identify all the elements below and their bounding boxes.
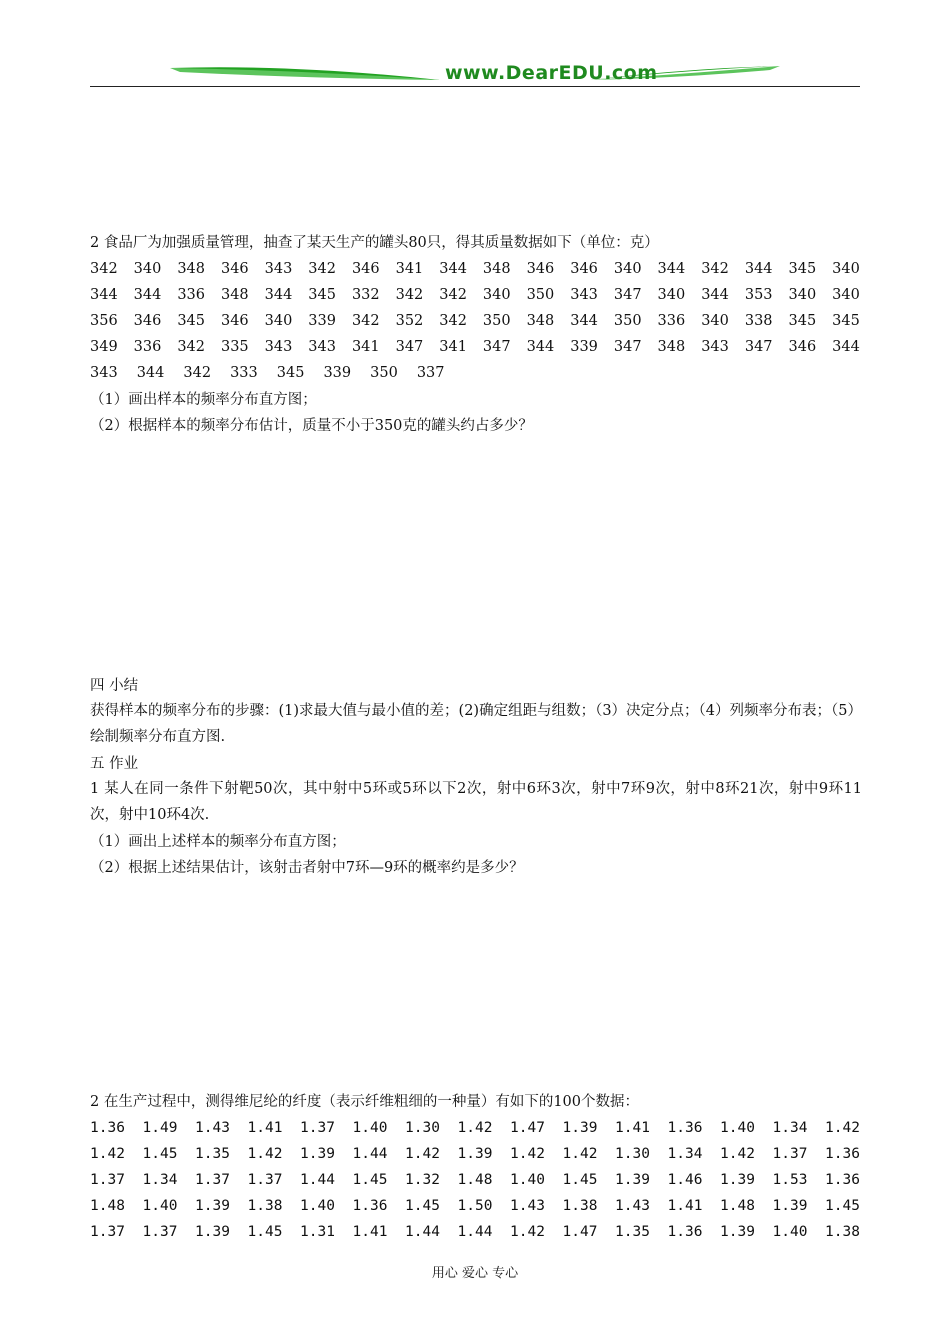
table-cell: 343 <box>570 287 598 303</box>
table-cell: 1.39 <box>457 1146 493 1162</box>
table-cell: 350 <box>482 313 511 329</box>
table-cell: 1.40 <box>300 1198 335 1214</box>
table-cell: 1.42 <box>247 1146 283 1162</box>
table-cell: 344 <box>133 287 162 303</box>
table-cell: 342 <box>177 339 205 355</box>
table-cell: 342 <box>439 313 467 329</box>
table-cell: 1.30 <box>405 1120 440 1136</box>
table-cell: 1.48 <box>90 1198 125 1214</box>
table-cell: 346 <box>351 261 380 277</box>
table-cell: 1.39 <box>300 1146 335 1162</box>
table-cell: 347 <box>613 339 642 355</box>
table-cell: 1.43 <box>195 1120 230 1136</box>
table-cell: 343 <box>264 261 293 277</box>
table-cell: 342 <box>183 365 212 381</box>
homework-heading: 五 作业 <box>90 756 139 772</box>
table-cell: 333 <box>230 365 258 381</box>
table-cell: 345 <box>177 313 205 329</box>
table-cell: 345 <box>788 313 817 329</box>
table-cell: 341 <box>351 339 380 355</box>
homework-question-2: （2）根据上述结果估计，该射击者射中7环—9环的概率约是多少？ <box>90 860 524 876</box>
table-cell: 1.45 <box>247 1224 283 1240</box>
table-cell: 1.36 <box>352 1198 388 1214</box>
table-cell: 344 <box>439 261 467 277</box>
table-cell: 1.39 <box>615 1172 650 1188</box>
table-cell: 346 <box>526 261 555 277</box>
problem-2-question-1: （1）画出样本的频率分布直方图； <box>90 392 317 408</box>
table-cell: 340 <box>264 313 293 329</box>
table-cell: 1.41 <box>247 1120 283 1136</box>
table-cell: 1.35 <box>195 1146 230 1162</box>
table-cell: 350 <box>370 365 398 381</box>
table-cell: 348 <box>220 287 249 303</box>
table-cell: 1.39 <box>195 1224 230 1240</box>
table-cell: 1.49 <box>142 1120 178 1136</box>
table-row <box>90 337 860 357</box>
table-cell: 340 <box>657 287 686 303</box>
table-cell: 1.42 <box>405 1146 440 1162</box>
table-cell: 1.40 <box>772 1224 808 1240</box>
table-cell: 342 <box>90 261 118 277</box>
table-row <box>90 1170 860 1190</box>
table-cell: 1.44 <box>300 1172 335 1188</box>
table-cell: 1.48 <box>457 1172 493 1188</box>
table-cell: 345 <box>832 313 860 329</box>
table-cell: 340 <box>482 287 511 303</box>
table-cell: 1.40 <box>510 1172 545 1188</box>
table-cell: 348 <box>177 261 205 277</box>
table-row <box>90 1144 860 1164</box>
table-cell: 336 <box>657 313 686 329</box>
table-cell: 1.41 <box>615 1120 650 1136</box>
table-cell: 1.36 <box>667 1224 703 1240</box>
table-cell: 1.45 <box>352 1172 388 1188</box>
table-cell: 1.42 <box>825 1120 860 1136</box>
table-cell: 336 <box>133 339 162 355</box>
table-cell: 342 <box>351 313 380 329</box>
table-cell: 340 <box>788 287 817 303</box>
table-cell: 1.47 <box>562 1224 598 1240</box>
table-cell: 344 <box>657 261 686 277</box>
table-cell: 1.37 <box>247 1172 283 1188</box>
table-cell: 1.37 <box>195 1172 230 1188</box>
table-cell: 343 <box>308 339 336 355</box>
table-cell: 345 <box>276 365 305 381</box>
table-row <box>90 1222 860 1242</box>
table-cell: 1.37 <box>142 1224 178 1240</box>
table-cell: 1.45 <box>405 1198 440 1214</box>
table-cell: 347 <box>744 339 773 355</box>
table-cell: 1.41 <box>667 1198 703 1214</box>
table-cell: 342 <box>439 287 467 303</box>
table-cell: 1.37 <box>772 1146 808 1162</box>
table-cell: 1.36 <box>825 1146 860 1162</box>
table-cell: 342 <box>395 287 424 303</box>
problem-2-question-2: （2）根据样本的频率分布估计，质量不小于350克的罐头约占多少？ <box>90 418 533 434</box>
table-cell: 348 <box>657 339 686 355</box>
table-cell: 350 <box>526 287 555 303</box>
table-cell: 347 <box>482 339 511 355</box>
table-cell: 1.43 <box>615 1198 650 1214</box>
site-logo-text: www.DearEDU.com <box>445 62 658 84</box>
header-rule <box>90 86 860 87</box>
table-cell: 341 <box>439 339 467 355</box>
table-cell: 1.36 <box>825 1172 860 1188</box>
table-cell: 338 <box>744 313 773 329</box>
table-cell: 337 <box>416 365 445 381</box>
table-cell: 1.48 <box>720 1198 755 1214</box>
table-cell: 1.45 <box>562 1172 598 1188</box>
table-cell: 1.40 <box>142 1198 178 1214</box>
table-cell: 335 <box>220 339 249 355</box>
table-row <box>90 285 860 305</box>
table-cell: 1.34 <box>142 1172 178 1188</box>
table-cell: 342 <box>701 261 729 277</box>
table-cell: 343 <box>90 365 118 381</box>
table-cell: 1.42 <box>510 1224 545 1240</box>
table-cell: 339 <box>323 365 352 381</box>
table-cell: 1.30 <box>615 1146 650 1162</box>
table-cell: 1.45 <box>825 1198 860 1214</box>
table-cell: 1.34 <box>772 1120 808 1136</box>
table-cell: 1.45 <box>142 1146 178 1162</box>
table-cell: 346 <box>788 339 817 355</box>
table-cell: 352 <box>395 313 424 329</box>
table-cell: 1.39 <box>195 1198 230 1214</box>
table-cell: 341 <box>395 261 424 277</box>
table-cell: 344 <box>90 287 118 303</box>
table-cell: 1.36 <box>667 1120 703 1136</box>
table-cell: 336 <box>177 287 205 303</box>
table-cell: 1.36 <box>90 1120 125 1136</box>
page-header <box>90 58 860 92</box>
table-cell: 340 <box>701 313 729 329</box>
table-cell: 342 <box>308 261 336 277</box>
table-cell: 348 <box>482 261 511 277</box>
table-cell: 1.31 <box>300 1224 335 1240</box>
table-cell: 1.42 <box>562 1146 598 1162</box>
table-cell: 1.44 <box>457 1224 493 1240</box>
table-cell: 1.53 <box>772 1172 808 1188</box>
table-cell: 1.39 <box>720 1172 755 1188</box>
table-row <box>90 363 445 383</box>
summary-text: 获得样本的频率分布的步骤：(1)求最大值与最小值的差；(2)确定组距与组数；（3）决定分点；（4）列频率分布表；（5）绘制频率分布直方图. <box>90 703 862 745</box>
table-cell: 1.40 <box>352 1120 388 1136</box>
table-cell: 1.37 <box>90 1172 125 1188</box>
table-cell: 1.39 <box>772 1198 808 1214</box>
table-cell: 1.39 <box>720 1224 755 1240</box>
table-cell: 343 <box>701 339 729 355</box>
table-cell: 344 <box>701 287 729 303</box>
table-cell: 348 <box>526 313 555 329</box>
table-cell: 1.42 <box>90 1146 125 1162</box>
table-cell: 344 <box>526 339 555 355</box>
table-cell: 1.42 <box>510 1146 545 1162</box>
table-cell: 1.44 <box>352 1146 388 1162</box>
table-row <box>90 311 860 331</box>
table-cell: 1.38 <box>562 1198 598 1214</box>
table-cell: 344 <box>832 339 860 355</box>
homework-problem-1: 1 某人在同一条件下射靶50次，其中射中5环或5环以下2次，射中6环3次，射中7环9次，射中8环21次，射中9环11次，射中10环4次. <box>90 781 862 823</box>
table-cell: 1.38 <box>247 1198 283 1214</box>
homework-problem-2-intro: 2 在生产过程中，测得维尼纶的纤度（表示纤维粗细的一种量）有如下的100个数据： <box>90 1094 640 1110</box>
table-cell: 345 <box>308 287 336 303</box>
table-cell: 346 <box>133 313 162 329</box>
table-cell: 1.34 <box>667 1146 703 1162</box>
table-cell: 1.42 <box>457 1120 493 1136</box>
table-cell: 353 <box>744 287 773 303</box>
table-cell: 344 <box>136 365 165 381</box>
problem-2-intro: 2 食品厂为加强质量管理，抽查了某天生产的罐头80只，得其质量数据如下（单位：克） <box>90 235 659 251</box>
table-cell: 347 <box>395 339 424 355</box>
table-cell: 1.42 <box>720 1146 755 1162</box>
table-cell: 345 <box>788 261 817 277</box>
table-cell: 347 <box>613 287 642 303</box>
table-row <box>90 1118 860 1138</box>
table-cell: 344 <box>264 287 293 303</box>
table-cell: 343 <box>264 339 293 355</box>
table-cell: 1.50 <box>457 1198 493 1214</box>
summary-heading: 四 小结 <box>90 678 139 694</box>
table-cell: 340 <box>832 261 860 277</box>
table-cell: 340 <box>133 261 162 277</box>
table-cell: 346 <box>570 261 598 277</box>
table-cell: 356 <box>90 313 118 329</box>
table-cell: 1.39 <box>562 1120 598 1136</box>
table-cell: 339 <box>308 313 336 329</box>
table-cell: 346 <box>220 261 249 277</box>
table-cell: 1.44 <box>405 1224 440 1240</box>
table-cell: 1.38 <box>825 1224 860 1240</box>
table-cell: 1.37 <box>300 1120 335 1136</box>
table-row <box>90 1196 860 1216</box>
table-cell: 1.46 <box>667 1172 703 1188</box>
table-cell: 1.47 <box>510 1120 545 1136</box>
table-cell: 1.40 <box>720 1120 755 1136</box>
table-cell: 1.37 <box>90 1224 125 1240</box>
table-cell: 340 <box>613 261 642 277</box>
table-cell: 1.35 <box>615 1224 650 1240</box>
table-cell: 344 <box>744 261 773 277</box>
table-cell: 340 <box>832 287 860 303</box>
homework-question-1: （1）画出上述样本的频率分布直方图； <box>90 834 346 850</box>
table-cell: 332 <box>351 287 380 303</box>
table-cell: 350 <box>613 313 642 329</box>
table-cell: 1.43 <box>510 1198 545 1214</box>
page-footer: 用心 爱心 专心 <box>431 1266 519 1281</box>
table-cell: 349 <box>90 339 118 355</box>
table-cell: 1.41 <box>352 1224 388 1240</box>
table-cell: 339 <box>570 339 598 355</box>
table-cell: 1.32 <box>405 1172 440 1188</box>
table-row <box>90 259 860 279</box>
table-cell: 346 <box>220 313 249 329</box>
table-cell: 344 <box>570 313 598 329</box>
